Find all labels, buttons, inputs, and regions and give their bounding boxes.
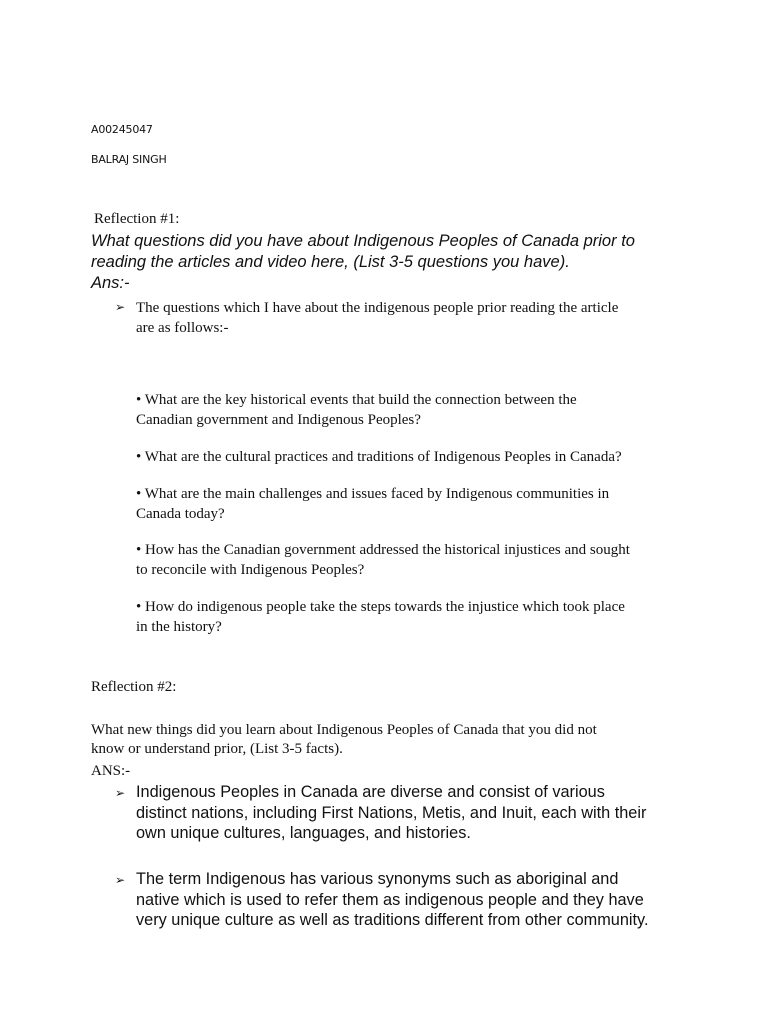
fact-line: distinct nations, including First Nations, Metis, and Inuit, each with their	[136, 803, 647, 822]
question-item	[136, 597, 696, 637]
question-item	[136, 484, 696, 524]
fact-item	[136, 782, 696, 844]
question-line: to reconcile with Indigenous Peoples?	[136, 562, 365, 578]
question-line: • What are the main challenges and issues faced by Indigenous communities in	[136, 486, 610, 502]
reflection1-intro-line1: The questions which I have about the indigenous people prior reading the article	[136, 300, 619, 316]
fact-line: native which is used to refer them as indigenous people and they have	[136, 890, 644, 909]
fact-line: Indigenous Peoples in Canada are diverse and consist of various	[136, 783, 605, 801]
student-name: BALRAJ SINGH	[91, 153, 167, 166]
question-line: • What are the key historical events that build the connection between the	[136, 392, 577, 408]
reflection1-question-line1: What questions did you have about Indigenous Peoples of Canada prior to	[91, 232, 635, 250]
reflection2-ans-label: ANS:-	[91, 763, 131, 779]
arrow-bullet-icon: ➢	[115, 786, 126, 800]
arrow-bullet-icon: ➢	[115, 873, 126, 887]
reflection2-question-line2: know or understand prior, (List 3-5 facts).	[91, 741, 343, 757]
reflection2-question-line1: What new things did you learn about Indigenous Peoples of Canada that you did not	[91, 722, 597, 738]
question-line: Canadian government and Indigenous Peoples?	[136, 412, 421, 428]
student-id: A00245047	[91, 123, 153, 136]
question-item	[136, 390, 696, 430]
question-line: Canada today?	[136, 506, 225, 522]
question-line: in the history?	[136, 619, 222, 635]
reflection1-ans-label: Ans:-	[91, 274, 130, 292]
fact-line: The term Indigenous has various synonyms such as aboriginal and	[136, 870, 619, 888]
reflection1-question-line2: reading the articles and video here, (List 3-5 questions you have).	[91, 253, 570, 271]
reflection1-intro-line2: are as follows:-	[136, 320, 229, 336]
arrow-bullet-icon: ➢	[115, 300, 126, 314]
fact-line: very unique culture as well as traditions different from other community.	[136, 911, 649, 929]
question-line: • What are the cultural practices and traditions of Indigenous Peoples in Canada?	[136, 449, 622, 465]
question-line: • How has the Canadian government addressed the historical injustices and sought	[136, 542, 630, 558]
question-line: • How do indigenous people take the steps towards the injustice which took place	[136, 599, 625, 615]
reflection2-title: Reflection #2:	[91, 679, 177, 695]
reflection1-title: Reflection #1:	[94, 211, 180, 227]
fact-item	[136, 869, 696, 931]
fact-line: own unique cultures, languages, and histories.	[136, 824, 471, 842]
question-item	[136, 447, 696, 467]
question-item	[136, 540, 696, 580]
